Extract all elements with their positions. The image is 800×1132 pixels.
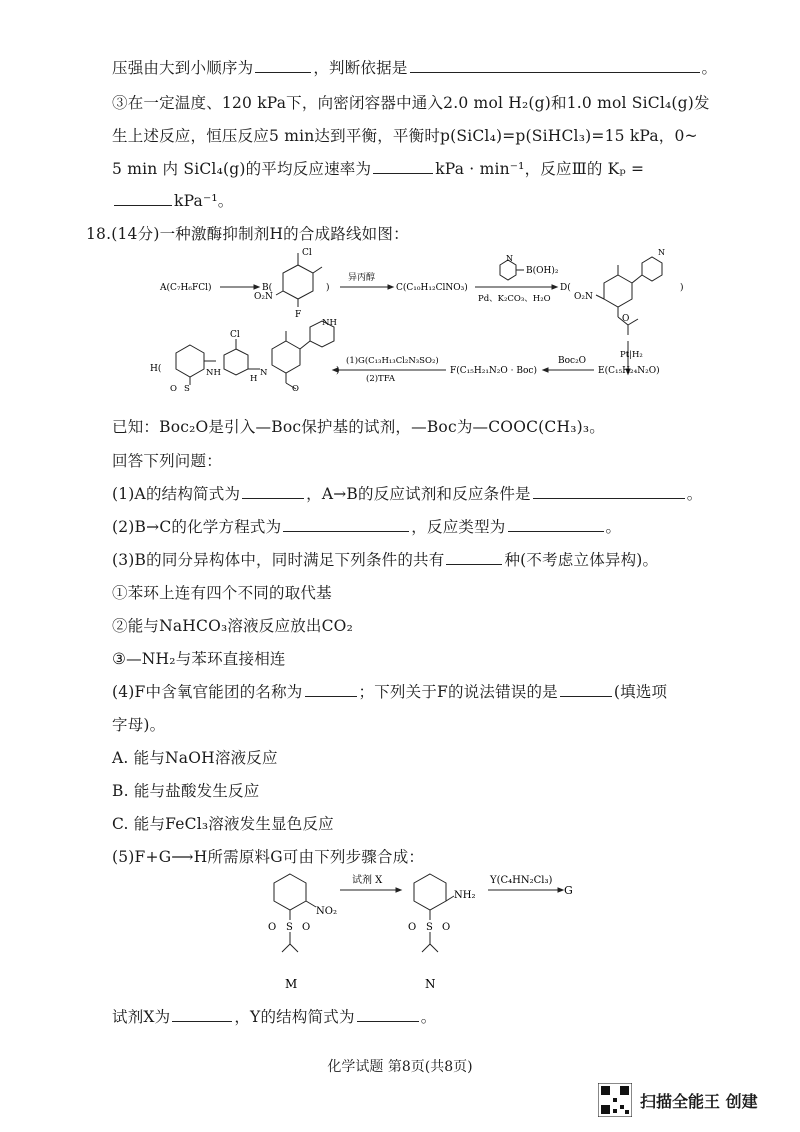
paren-close: ) xyxy=(680,283,684,293)
option-c: C. 能与FeCl₃溶液发生显色反应 xyxy=(112,815,334,833)
atom-o: O xyxy=(292,384,299,394)
atom-o: O xyxy=(622,314,630,324)
question-18-title: 18.(14分)一种激酶抑制剂H的合成路线如图： xyxy=(86,225,409,243)
atom-s: S xyxy=(426,922,433,933)
atom-o: O xyxy=(170,384,177,394)
ring-m xyxy=(274,874,306,910)
atom-cl: Cl xyxy=(302,248,312,258)
part-5-answer: 试剂X为 ，Y的结构简式为 。 xyxy=(112,1008,437,1026)
step-1-label: (1)G(C₁₃H₁₃Cl₂N₃SO₂) xyxy=(346,356,439,366)
conditions-c-d: Pd、K₂CO₃、H₂O xyxy=(478,294,551,304)
reagent-boc2o: Boc₂O xyxy=(558,356,587,366)
atom-o: O xyxy=(408,922,417,933)
atom-cl: Cl xyxy=(230,330,240,340)
ring-n xyxy=(414,874,446,910)
answer-blank[interactable] xyxy=(114,191,172,206)
compound-b-label: B( xyxy=(262,283,273,293)
compound-c-label: C(C₁₀H₁₂ClNO₃) xyxy=(396,283,468,293)
condition-3: ③—NH₂与苯环直接相连 xyxy=(112,650,286,668)
ring-h-right xyxy=(272,341,300,373)
atom-s: S xyxy=(286,922,293,933)
ring-h-left xyxy=(176,345,204,377)
known-info: 已知：Boc₂O是引入—Boc保护基的试剂，—Boc为—COOC(CH₃)₃。 xyxy=(112,418,605,436)
atom-o: O xyxy=(302,922,311,933)
arrow-head xyxy=(254,285,259,289)
part-2: (2)B→C的化学方程式为 ，反应类型为 。 xyxy=(112,518,622,536)
condition-2: ②能与NaHCO₃溶液反应放出CO₂ xyxy=(112,617,353,635)
answer-blank[interactable] xyxy=(533,484,685,499)
answer-blank[interactable] xyxy=(283,517,409,532)
boronic-acid-label: B(OH)₂ xyxy=(526,266,559,276)
compound-d-label: D( xyxy=(560,283,571,293)
answer-blank[interactable] xyxy=(560,682,612,697)
reagent-b-c: 异丙醇 xyxy=(348,273,376,283)
answer-blank[interactable] xyxy=(373,159,433,174)
group-no2: NO₂ xyxy=(316,906,337,917)
ring-d xyxy=(604,275,632,307)
compound-m-label: M xyxy=(285,977,298,991)
compound-n-label: N xyxy=(425,977,436,991)
scanner-stamp xyxy=(598,1083,758,1117)
part-1: (1)A的结构简式为 ，A→B的反应试剂和反应条件是 。 xyxy=(112,485,703,503)
step-2-label: (2)TFA xyxy=(366,374,396,384)
line-rate: 5 min 内 SiCl₄(g)的平均反应速率为 kPa · min⁻¹，反应Ⅲ的 Kₚ = xyxy=(112,160,645,178)
mini-synthesis xyxy=(240,868,580,998)
paren-close: ) xyxy=(326,283,330,293)
atom-n: N xyxy=(260,368,268,378)
group-o2n: O₂N xyxy=(574,292,593,302)
pyridine-ring-d xyxy=(642,257,662,281)
answer-blank[interactable] xyxy=(242,484,304,499)
line-condition-3: ③在一定温度、120 kPa下，向密闭容器中通入2.0 mol H₂(g)和1.0 mol SiCl₄(g)发 xyxy=(112,94,710,112)
atom-s: S xyxy=(184,384,190,394)
atom-f: F xyxy=(295,310,302,320)
atom-o: O xyxy=(442,922,451,933)
part-5: (5)F+G⟶H所需原料G可由下列步骤合成： xyxy=(112,848,425,866)
stamp-text: 扫描全能王 创建 xyxy=(640,1091,758,1111)
part-4: (4)F中含氧官能团的名称为 ；下列关于F的说法错误的是 (填选项 xyxy=(112,683,668,701)
compound-g-label: G xyxy=(564,884,573,897)
option-a: A. 能与NaOH溶液反应 xyxy=(112,749,278,767)
reagent-x-label: 试剂 X xyxy=(352,875,383,886)
line-condition-3b: 生上述反应，恒压反应5 min达到平衡，平衡时p(SiCl₄)=p(SiHCl₃)=15 kPa，0~ xyxy=(112,127,698,145)
answer-blank[interactable] xyxy=(357,1007,419,1022)
compound-e-label: E(C₁₅H₂₄N₂O) xyxy=(598,366,660,376)
line-pressure-order: 压强由大到小顺序为 ，判断依据是 。 xyxy=(112,59,718,77)
answer-prompt: 回答下列问题： xyxy=(112,452,222,470)
page-footer: 化学试题 第8页(共8页) xyxy=(327,1059,473,1075)
compound-f-label: F(C₁₅H₂₁N₂O · Boc) xyxy=(450,366,537,376)
group-nh: NH xyxy=(206,368,221,378)
answer-blank[interactable] xyxy=(172,1007,232,1022)
answer-blank[interactable] xyxy=(446,550,502,565)
synthesis-scheme xyxy=(150,245,710,395)
answer-blank[interactable] xyxy=(255,58,311,73)
group-nh2: NH₂ xyxy=(454,890,476,901)
part-4-cont: 字母)。 xyxy=(112,716,166,734)
option-b: B. 能与盐酸发生反应 xyxy=(112,782,260,800)
answer-blank[interactable] xyxy=(410,58,700,73)
pyridine-ring xyxy=(500,260,516,280)
compound-h-label: H( xyxy=(150,364,162,374)
group-nh: NH xyxy=(322,318,337,328)
part-3: (3)B的同分异构体中，同时满足下列条件的共有 种(不考虑立体异构)。 xyxy=(112,551,659,569)
conditions-d-e: Pt|H₂ xyxy=(620,350,643,360)
answer-blank[interactable] xyxy=(508,517,604,532)
answer-blank[interactable] xyxy=(305,682,357,697)
atom-o: O xyxy=(268,922,277,933)
paren-close: ) xyxy=(336,366,340,376)
condition-1: ①苯环上连有四个不同的取代基 xyxy=(112,584,332,602)
qr-code-icon xyxy=(598,1083,632,1117)
pyrimidine-ring xyxy=(224,349,248,375)
atom-n: N xyxy=(506,254,513,263)
atom-n: N xyxy=(658,248,665,257)
compound-a-label: A(C₇H₆FCl) xyxy=(160,283,212,293)
atom-h: H xyxy=(250,374,258,384)
group-o2n: O₂N xyxy=(254,292,273,302)
ring-b xyxy=(283,265,313,299)
line-kp: kPa⁻¹。 xyxy=(112,189,233,211)
reagent-y-label: Y(C₄HN₂Cl₃) xyxy=(490,875,553,886)
